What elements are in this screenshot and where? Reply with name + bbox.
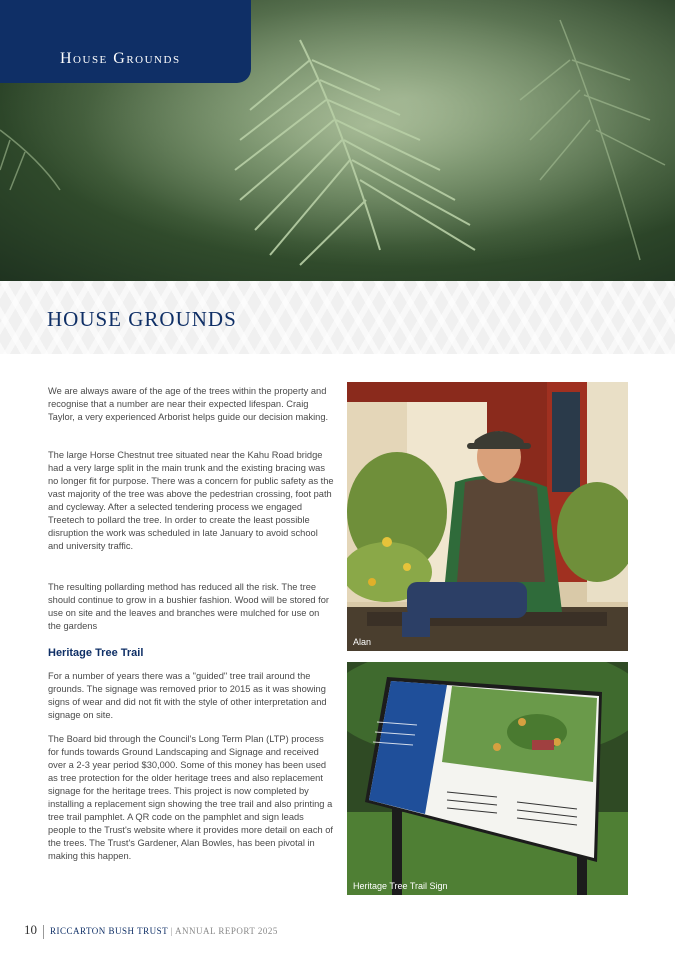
subheading-heritage-tree-trail: Heritage Tree Trail: [48, 647, 144, 659]
photo-heritage-sign: [347, 662, 628, 895]
header-tab: [0, 0, 251, 83]
footer-separator: |: [170, 926, 173, 936]
photo-alan-illustration: [347, 382, 628, 651]
photo-alan-caption: Alan: [353, 637, 372, 647]
paragraph-2: [48, 449, 334, 553]
paragraph-5: [48, 733, 334, 863]
paragraph-1-text: We are always aware of the age of the trees within the property and recognise that a number are near their expected lifespan. Craig Taylor, a very experienced Arborist helps guide our decision making.: [48, 386, 329, 422]
page-number: 10: [24, 922, 37, 937]
paragraph-5-text: The Board bid through the Council's Long Term Plan (LTP) process for funds towards Ground Landscaping and Signage and received over a 2-3 year period $30,000. Some of this money has been used as tree protection for the older heritage trees and also replacement signage for the heritage trees. This project is now completed by installing a replacement sign showing the tree trail and also printing a tree trail pamphlet. A QR code on the pamphlet and sign leads people to the Trust's website where it provides more detail on each of the trees. The Trust's Gardener, Alan Bowles, has been pivotal in making this happen.: [48, 734, 333, 861]
paragraph-2-text: The large Horse Chestnut tree situated near the Kahu Road bridge had a very large split in the main trunk and the existing bracing was no longer fit for purpose. There was a concern for public safety as the vast majority of the tree was above the pedestrian crossing, foot path and cycleway. After a selected tendering process we engaged Treetech to pollard the tree. In order to create the least possible disruption the work was scheduled in late January to avoid school and university traffic.: [48, 450, 334, 551]
photo-heritage-sign-caption: Heritage Tree Trail Sign: [353, 881, 448, 891]
footer-divider: [43, 925, 44, 939]
paragraph-3-text: The resulting pollarding method has reduced all the risk. The tree should continue to grow in a bushier fashion. Wood will be stored for use on site and the leaves and branches were mulched for use on the gardens: [48, 582, 329, 631]
header-tab-title: House Grounds: [60, 50, 181, 67]
footer-org: RICCARTON BUSH TRUST: [50, 926, 169, 936]
paragraph-3: [48, 581, 334, 633]
photo-heritage-sign-illustration: [347, 662, 628, 895]
footer: [24, 922, 278, 939]
paragraph-4: [48, 670, 334, 722]
paragraph-1: [48, 385, 334, 424]
photo-alan: [347, 382, 628, 651]
paragraph-4-text: For a number of years there was a "guided" tree trail around the grounds. The signage was removed prior to 2015 as it was showing signs of wear and did not fit with the style of other interpretation and signage on site.: [48, 671, 327, 720]
section-title: HOUSE GROUNDS: [47, 307, 237, 331]
footer-report: ANNUAL REPORT 2025: [174, 926, 278, 936]
